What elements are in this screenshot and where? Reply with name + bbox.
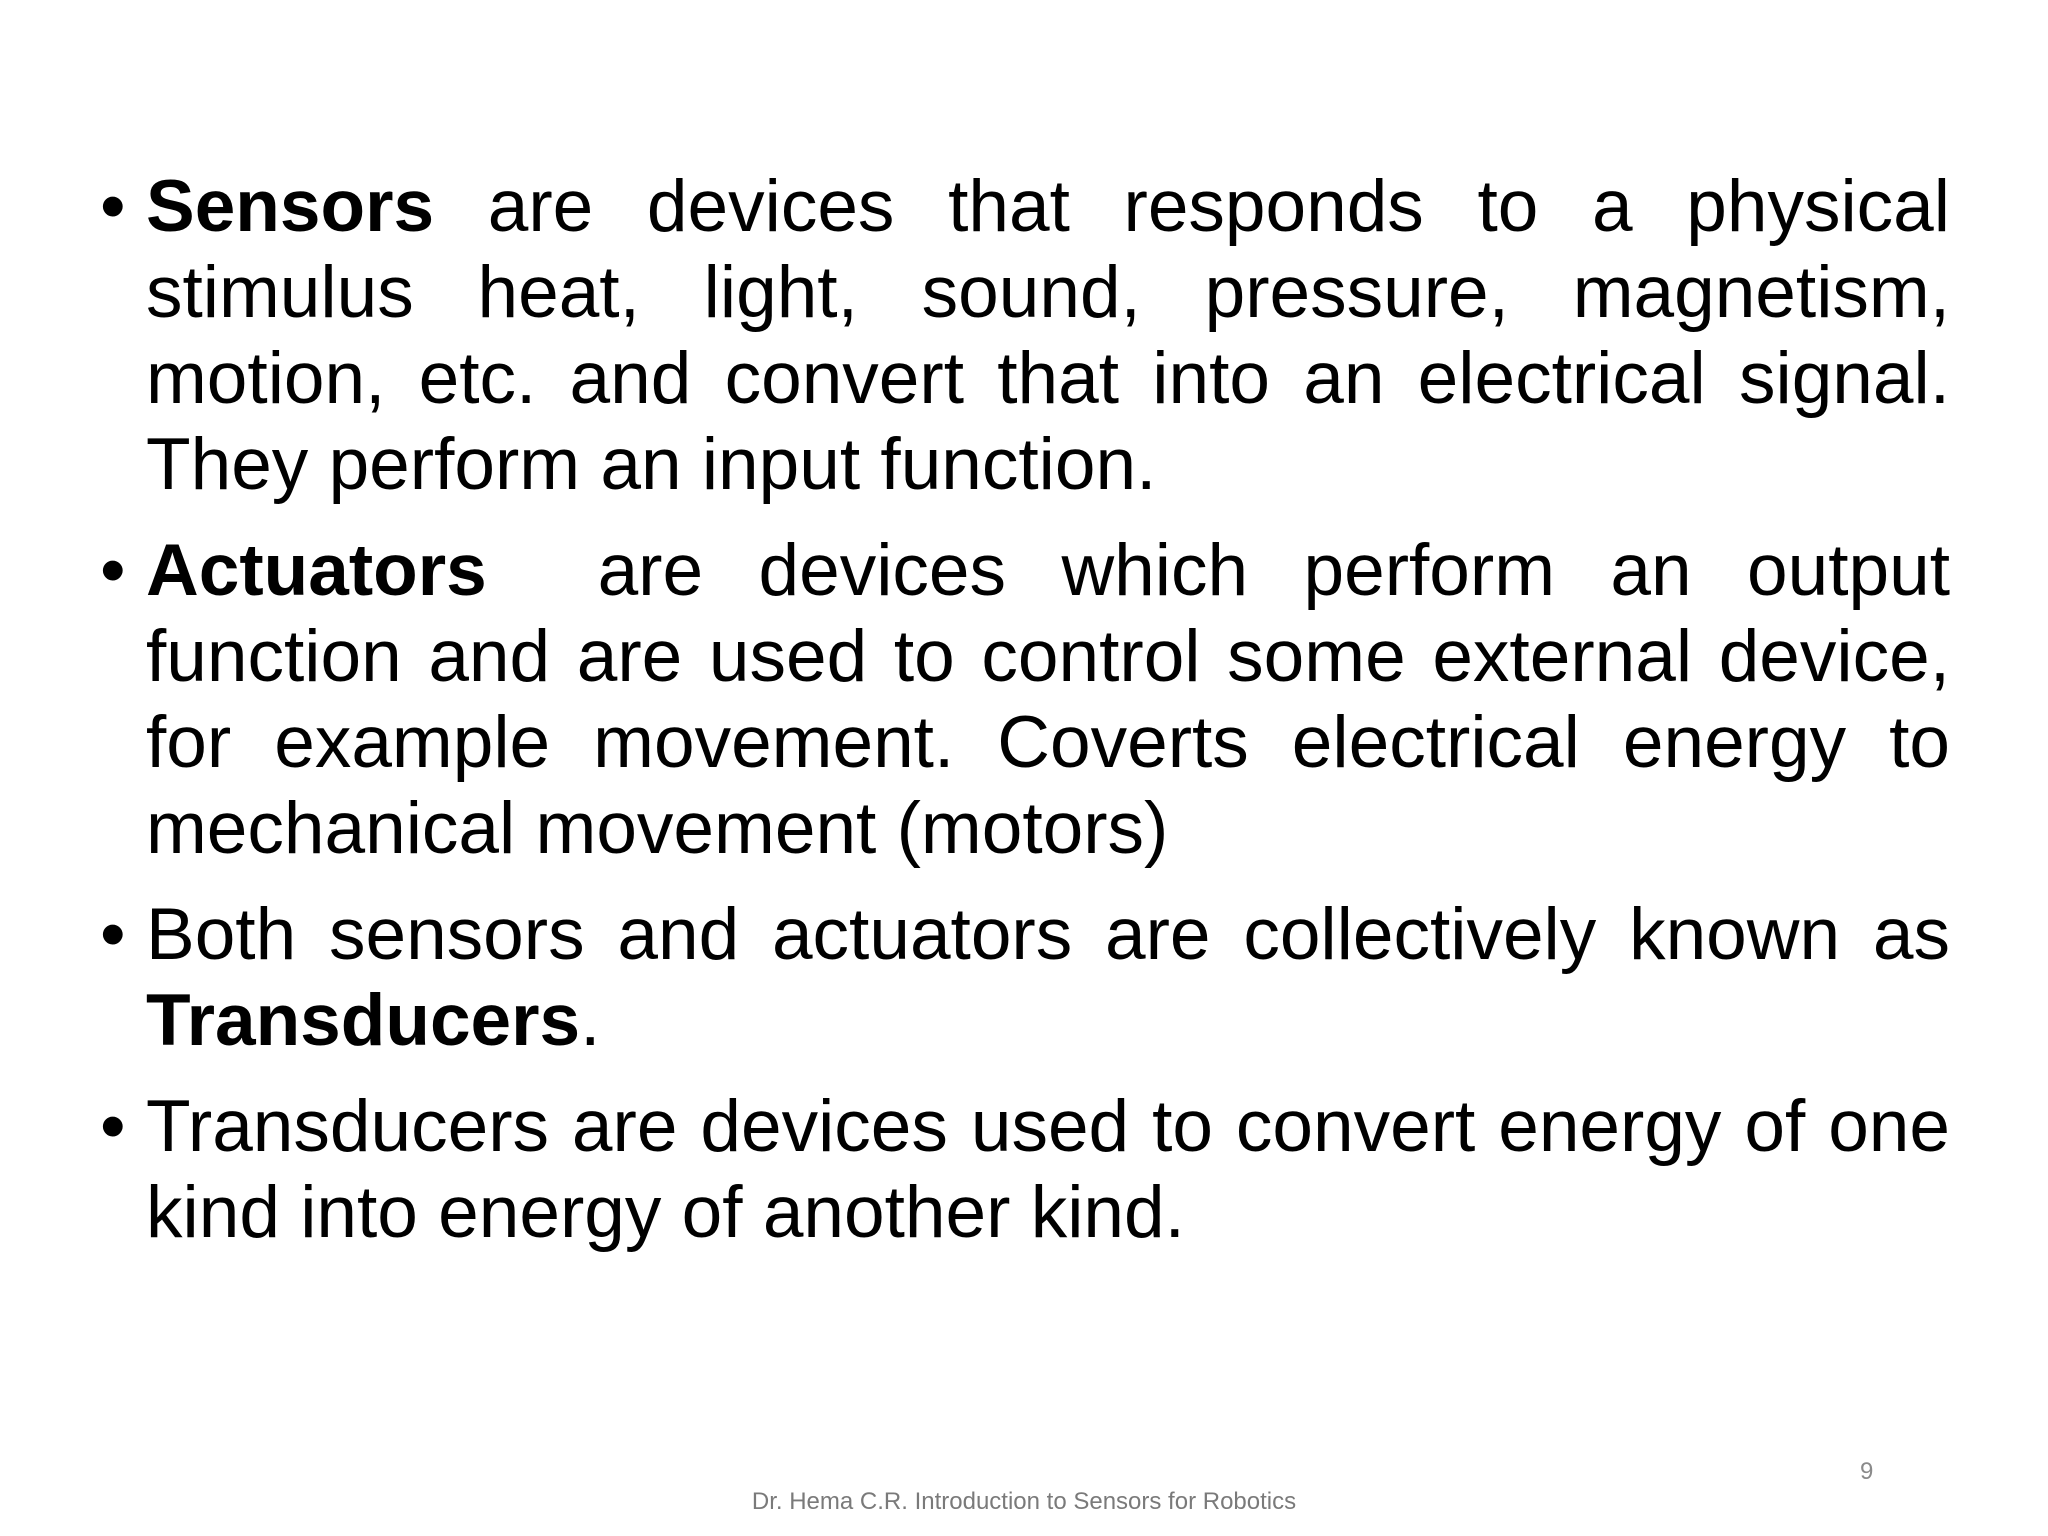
bullet-dot-icon: • [100,530,126,611]
bullet-dot-icon: • [100,894,126,975]
bullet-text: Transducers are devices used to convert energy of one kind into energy of another kind. [146,1086,1950,1253]
bullet-dot-icon: • [100,166,126,247]
bullet-transducers-intro [100,892,1950,1064]
bullet-lead-term: Sensors [146,166,435,247]
bullet-lead-term: Actuators [146,530,487,611]
footer-text: Dr. Hema C.R. Introduction to Sensors for Robotics [751,1488,1297,1515]
bullet-tail: . [580,980,601,1061]
bullet-key-term: Transducers [146,980,581,1061]
bullet-transducers-definition [100,1084,1950,1256]
bullet-dot-icon: • [100,1086,126,1167]
bullet-sensors [100,164,1950,508]
slide-content [100,164,1971,1276]
bullet-actuators [100,528,1971,872]
bullet-list [100,164,1971,1256]
bullet-text: are devices which perform an output function and are used to control some external device, for example movement. Coverts electrical energy to mechanical movement (motors) [146,530,1971,869]
bullet-text: Both sensors and actuators are collectively known as [146,894,1950,975]
page-number: 9 [1860,1458,1874,1485]
bullet-text: are devices that responds to a physical stimulus heat, light, sound, pressure, magnetism, motion, etc. and convert that into an electrical signal. They perform an input function. [146,166,1950,505]
